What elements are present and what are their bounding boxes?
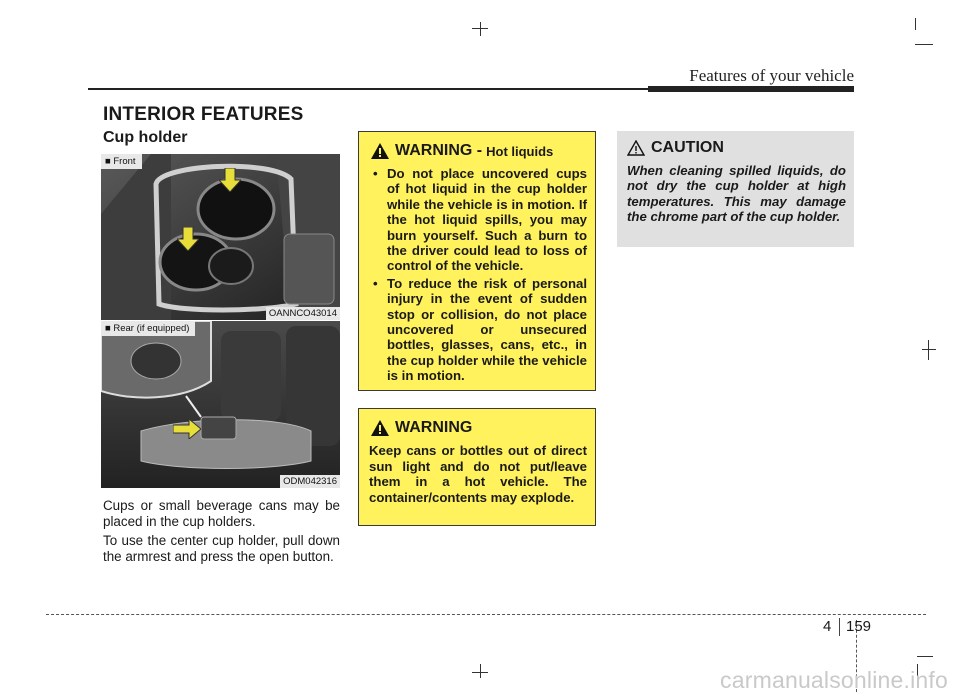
caution-box xyxy=(617,131,854,247)
caution-text: When cleaning spilled liquids, do not dry the cup holder at high temperatures. This may damage the chrome part of the cup holder. xyxy=(627,163,846,225)
warning-text: Keep cans or bottles out of direct sun light and do not put/leave them in a hot vehicle. The container/contents may explode. xyxy=(369,443,587,505)
warning-triangle-icon xyxy=(371,143,389,159)
warning-list xyxy=(369,166,587,384)
arrow-icon xyxy=(177,227,199,251)
crop-mark xyxy=(480,664,481,678)
warning-title xyxy=(369,142,587,160)
page-separator xyxy=(839,618,840,636)
figure-code: OANNCO43014 xyxy=(266,307,340,320)
warning-title-text: WARNING - xyxy=(395,142,483,159)
caution-title-text: CAUTION xyxy=(651,139,724,156)
rear-armrest-image xyxy=(101,321,340,488)
crop-mark xyxy=(915,44,933,45)
caution-triangle-icon xyxy=(627,140,645,156)
subsection-title: Cup holder xyxy=(103,129,188,146)
figure-front-cup-holder xyxy=(101,154,340,320)
warning-subtitle: Hot liquids xyxy=(486,143,554,159)
arrow-icon xyxy=(219,168,241,192)
crop-mark xyxy=(928,340,929,360)
caution-title xyxy=(627,139,846,157)
figure-code: ODM042316 xyxy=(280,475,340,488)
body-paragraph: To use the center cup holder, pull down the armrest and press the open button. xyxy=(103,533,340,564)
body-paragraph: Cups or small beverage cans may be placed in the cup holders. xyxy=(103,498,340,529)
chapter-number: 4 xyxy=(823,618,832,635)
figure-label: ■ Front xyxy=(101,154,142,169)
section-title: INTERIOR FEATURES xyxy=(103,104,304,125)
figure-label: ■ Rear (if equipped) xyxy=(101,321,195,336)
watermark: carmanualsonline.info xyxy=(720,667,948,693)
bullet: • xyxy=(373,166,378,181)
warning-sunlight-box xyxy=(358,408,596,526)
warning-item-text: To reduce the risk of personal injury in the event of sudden stop or collision, do not place uncovered or unsecured bottles, glasses, cans, etc., in the cup holder while the vehicle is in motion. xyxy=(387,275,587,384)
bullet: • xyxy=(373,275,378,291)
crop-mark xyxy=(917,656,933,657)
crop-mark xyxy=(922,349,936,350)
crop-mark xyxy=(915,18,916,30)
crop-mark xyxy=(480,22,481,36)
warning-title xyxy=(369,419,587,437)
warning-item xyxy=(369,166,587,274)
figure-rear-cup-holder xyxy=(101,321,340,488)
running-header: Features of your vehicle xyxy=(689,66,854,85)
footer-rule xyxy=(46,614,926,615)
warning-item-text: Do not place uncovered cups of hot liquid in the cup holder while the vehicle is in motion. If the hot liquid spills, you may burn yourself. Such a burn to the driver could lead to loss of control of the vehicle. xyxy=(387,166,587,274)
warning-hot-liquids-box xyxy=(358,131,596,391)
warning-triangle-icon xyxy=(371,420,389,436)
crop-mark xyxy=(472,672,488,673)
header-rule-accent xyxy=(648,86,854,92)
crop-mark xyxy=(472,28,488,29)
warning-title-text: WARNING xyxy=(395,419,473,436)
warning-item xyxy=(369,276,587,384)
page-number: 159 xyxy=(846,618,872,635)
arrow-icon xyxy=(173,419,201,439)
